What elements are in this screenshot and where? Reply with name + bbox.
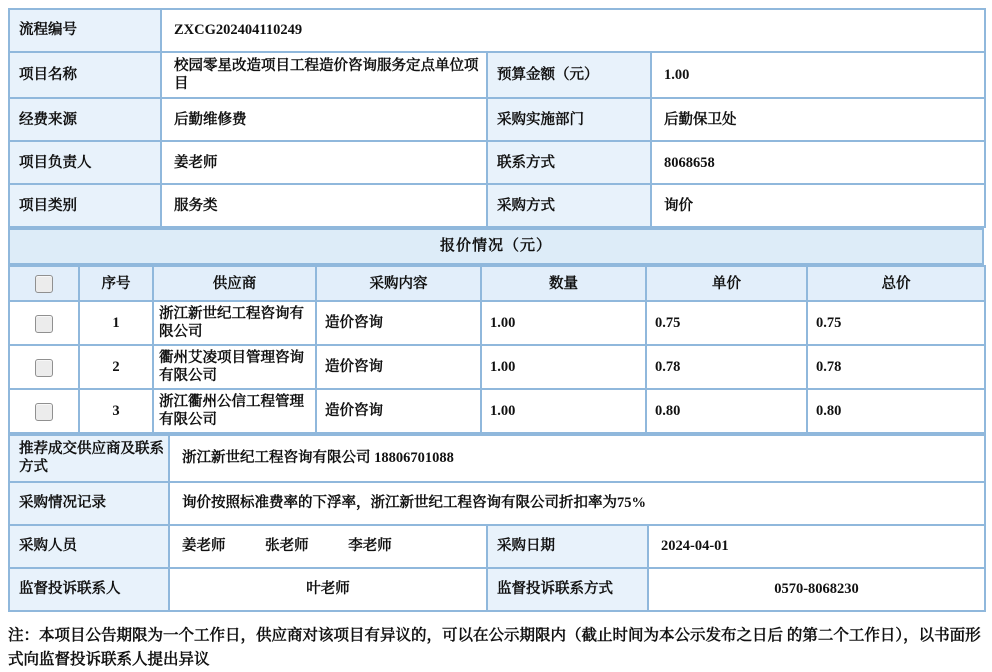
col-header-content: 采购内容 xyxy=(316,266,481,301)
quote-total-price: 0.80 xyxy=(807,389,985,433)
process-id-value: ZXCG202404110249 xyxy=(161,9,985,52)
col-header-supplier: 供应商 xyxy=(153,266,316,301)
fund-source-value: 后勤维修费 xyxy=(161,98,487,141)
row-select-checkbox[interactable] xyxy=(35,315,53,333)
purchase-date-value: 2024-04-01 xyxy=(648,525,985,568)
complaint-phone-value: 0570-8068230 xyxy=(648,568,985,611)
select-all-checkbox[interactable] xyxy=(35,275,53,293)
budget-label: 预算金额（元） xyxy=(487,52,651,98)
project-leader-value: 姜老师 xyxy=(161,141,487,184)
budget-value: 1.00 xyxy=(651,52,985,98)
quote-total-price: 0.78 xyxy=(807,345,985,389)
quote-row xyxy=(9,345,985,389)
project-type-value: 服务类 xyxy=(161,184,487,227)
contact-value: 8068658 xyxy=(651,141,985,184)
purchasers-value xyxy=(169,525,487,568)
purchase-method-label: 采购方式 xyxy=(487,184,651,227)
purchase-date-label: 采购日期 xyxy=(487,525,648,568)
quote-no: 2 xyxy=(79,345,153,389)
quote-qty: 1.00 xyxy=(481,389,646,433)
purchase-record-value: 询价按照标准费率的下浮率，浙江新世纪工程咨询有限公司折扣率为75% xyxy=(169,482,985,525)
row-select-checkbox[interactable] xyxy=(35,359,53,377)
project-info-table xyxy=(8,8,986,228)
quote-content: 造价咨询 xyxy=(316,345,481,389)
purchase-record-label: 采购情况记录 xyxy=(9,482,169,525)
quotation-table xyxy=(8,265,986,434)
quote-no: 3 xyxy=(79,389,153,433)
purchaser-name: 姜老师 xyxy=(182,537,226,554)
quote-content: 造价咨询 xyxy=(316,389,481,433)
project-name-label: 项目名称 xyxy=(9,52,161,98)
announcement-footnote: 注：本项目公告期限为一个工作日，供应商对该项目有异议的，可以在公示期限内（截止时间为本公示发布之日后 的第二个工作日），以书面形式向监督投诉联系人提出异议 xyxy=(8,626,981,668)
quote-total-price: 0.75 xyxy=(807,301,985,345)
quote-unit-price: 0.75 xyxy=(646,301,807,345)
quote-unit-price: 0.78 xyxy=(646,345,807,389)
col-header-unit-price: 单价 xyxy=(646,266,807,301)
project-leader-label: 项目负责人 xyxy=(9,141,161,184)
recommended-supplier-label: 推荐成交供应商及联系方式 xyxy=(9,435,169,481)
purchasers-label: 采购人员 xyxy=(9,525,169,568)
contact-label: 联系方式 xyxy=(487,141,651,184)
quote-qty: 1.00 xyxy=(481,301,646,345)
row-select-checkbox[interactable] xyxy=(35,403,53,421)
quote-supplier: 浙江衢州公信工程管理有限公司 xyxy=(153,389,316,433)
purchasing-dept-label: 采购实施部门 xyxy=(487,98,651,141)
col-header-total-price: 总价 xyxy=(807,266,985,301)
quote-content: 造价咨询 xyxy=(316,301,481,345)
quote-qty: 1.00 xyxy=(481,345,646,389)
purchasing-dept-value: 后勤保卫处 xyxy=(651,98,985,141)
purchaser-name: 张老师 xyxy=(265,537,309,554)
fund-source-label: 经费来源 xyxy=(9,98,161,141)
complaint-phone-label: 监督投诉联系方式 xyxy=(487,568,648,611)
quote-section-band xyxy=(8,228,984,265)
quote-no: 1 xyxy=(79,301,153,345)
col-header-no: 序号 xyxy=(79,266,153,301)
quote-supplier: 浙江新世纪工程咨询有限公司 xyxy=(153,301,316,345)
quote-unit-price: 0.80 xyxy=(646,389,807,433)
quote-section-title: 报价情况（元） xyxy=(9,229,983,264)
quote-row xyxy=(9,389,985,433)
purchase-method-value: 询价 xyxy=(651,184,985,227)
quote-supplier: 衢州艾凌项目管理咨询有限公司 xyxy=(153,345,316,389)
project-name-value: 校园零星改造项目工程造价咨询服务定点单位项目 xyxy=(161,52,487,98)
col-header-qty: 数量 xyxy=(481,266,646,301)
recommended-supplier-value: 浙江新世纪工程咨询有限公司 18806701088 xyxy=(169,435,985,481)
complaint-contact-value: 叶老师 xyxy=(169,568,487,611)
summary-table xyxy=(8,434,986,611)
complaint-contact-label: 监督投诉联系人 xyxy=(9,568,169,611)
process-id-label: 流程编号 xyxy=(9,9,161,52)
quote-row xyxy=(9,301,985,345)
project-type-label: 项目类别 xyxy=(9,184,161,227)
header-checkbox-cell xyxy=(9,266,79,301)
purchaser-name: 李老师 xyxy=(348,537,392,554)
